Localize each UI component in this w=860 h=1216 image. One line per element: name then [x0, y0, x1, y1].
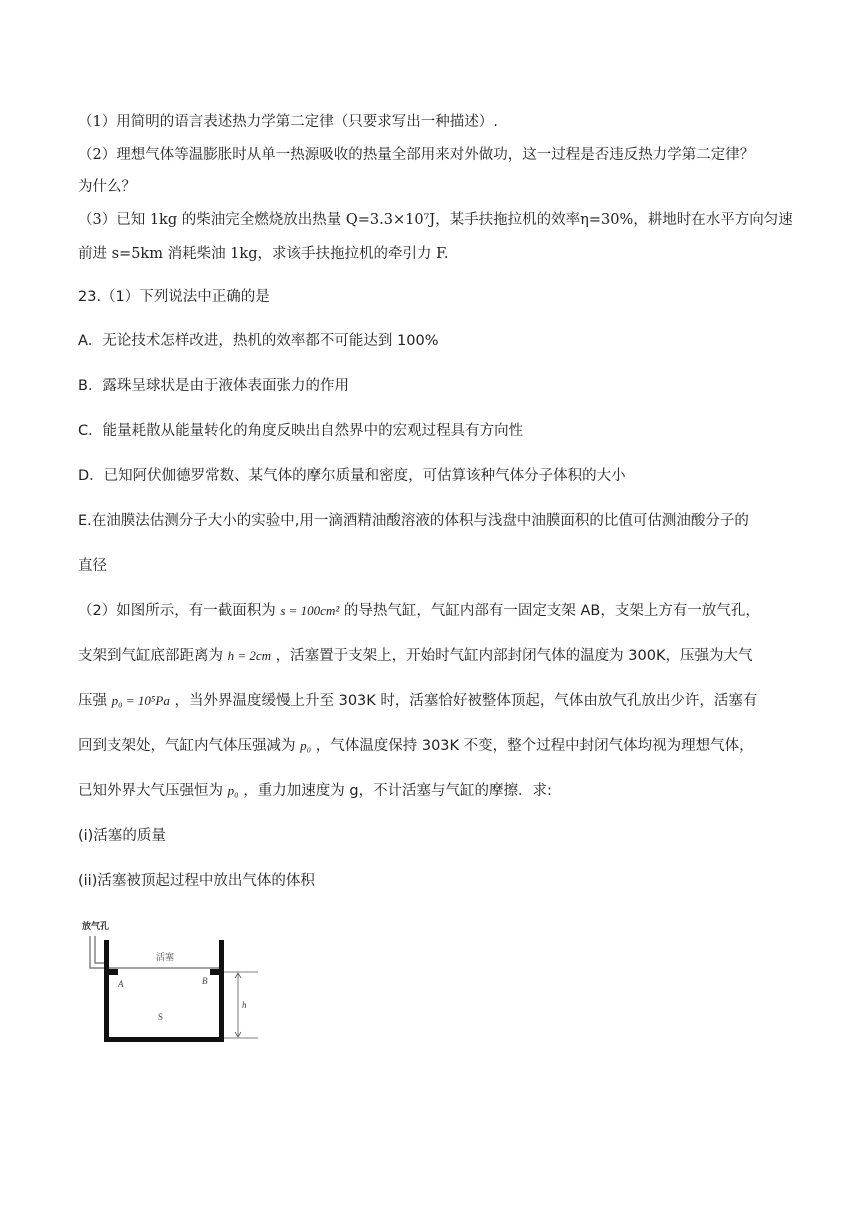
piston-label: 活塞 — [156, 953, 175, 963]
vent-hole-label: 放气孔 — [82, 922, 110, 932]
cylinder-right-wall — [219, 940, 224, 1042]
support-b-label: B — [202, 976, 208, 986]
option-b: B．露珠呈球状是由于液体表面张力的作用 — [78, 378, 349, 394]
pressure-symbol: p₀ — [300, 738, 312, 753]
part-2-line-3: 压强 p₀ = 10⁵Pa ，当外界温度缓慢上升至 303K 时，活塞恰好被整体顶起，气体由放气孔放出少许，活塞有 — [78, 693, 758, 709]
cylinder-bottom — [104, 1037, 224, 1042]
question-part-2-line-2: 为什么？ — [78, 179, 136, 195]
sub-question-i: (i)活塞的质量 — [78, 828, 166, 844]
option-a: A．无论技术怎样改进，热机的效率都不可能达到 100% — [78, 333, 439, 349]
area-formula: s = 100cm² — [280, 603, 340, 618]
area-label: S — [158, 1012, 164, 1022]
question-part-3-line-1: （3）已知 1kg 的柴油完全燃烧放出热量 Q=3.3×10⁷J，某手扶拖拉机的效率η=30%，耕地时在水平方向匀速 — [78, 212, 793, 228]
option-d: D．已知阿伏伽德罗常数、某气体的摩尔质量和密度，可估算该种气体分子体积的大小 — [78, 468, 626, 484]
part-2-line-4: 回到支架处，气缸内气体压强减为 p₀ ，气体温度保持 303K 不变，整个过程中封闭气体均视为理想气体， — [78, 738, 754, 754]
support-b — [210, 969, 219, 975]
h-label: h — [242, 1000, 247, 1010]
cylinder-left-wall — [104, 940, 109, 1042]
height-formula: h = 2cm — [227, 648, 272, 663]
part-2-line-2: 支架到气缸底部距离为 h = 2cm ，活塞置于支架上，开始时气缸内部封闭气体的温度为 300K，压强为大气 — [78, 648, 753, 664]
question-part-2-line-1: （2）理想气体等温膨胀时从单一热源吸收的热量全部用来对外做功，这一过程是否违反热力学第二定律？ — [78, 147, 755, 163]
support-a — [109, 969, 118, 975]
option-c: C．能量耗散从能量转化的角度反映出自然界中的宏观过程具有方向性 — [78, 423, 524, 439]
part-2-line-1: （2）如图所示，有一截面积为 s = 100cm² 的导热气缸，气缸内部有一固定支架 AB，支架上方有一放气孔， — [78, 603, 760, 619]
pressure-symbol: p₀ — [227, 783, 239, 798]
option-e-line-1: E.在油膜法估测分子大小的实验中,用一滴酒精油酸溶液的体积与浅盘中油膜面积的比值可估测油酸分子的 — [78, 513, 749, 529]
cylinder-figure — [76, 918, 266, 1046]
sub-question-ii: (ii)活塞被顶起过程中放出气体的体积 — [78, 873, 315, 889]
option-e-line-2: 直径 — [78, 558, 107, 574]
question-23-heading: 23.（1）下列说法中正确的是 — [78, 289, 270, 305]
part-2-line-5: 已知外界大气压强恒为 p₀ ，重力加速度为 g，不计活塞与气缸的摩擦．求: — [78, 783, 552, 799]
pressure-formula: p₀ = 10⁵Pa — [111, 693, 170, 708]
question-part-3-line-2: 前进 s=5km 消耗柴油 1kg，求该手扶拖拉机的牵引力 F. — [78, 246, 449, 262]
question-part-1: （1）用简明的语言表述热力学第二定律（只要求写出一种描述）. — [78, 114, 498, 130]
support-a-label: A — [118, 979, 124, 989]
